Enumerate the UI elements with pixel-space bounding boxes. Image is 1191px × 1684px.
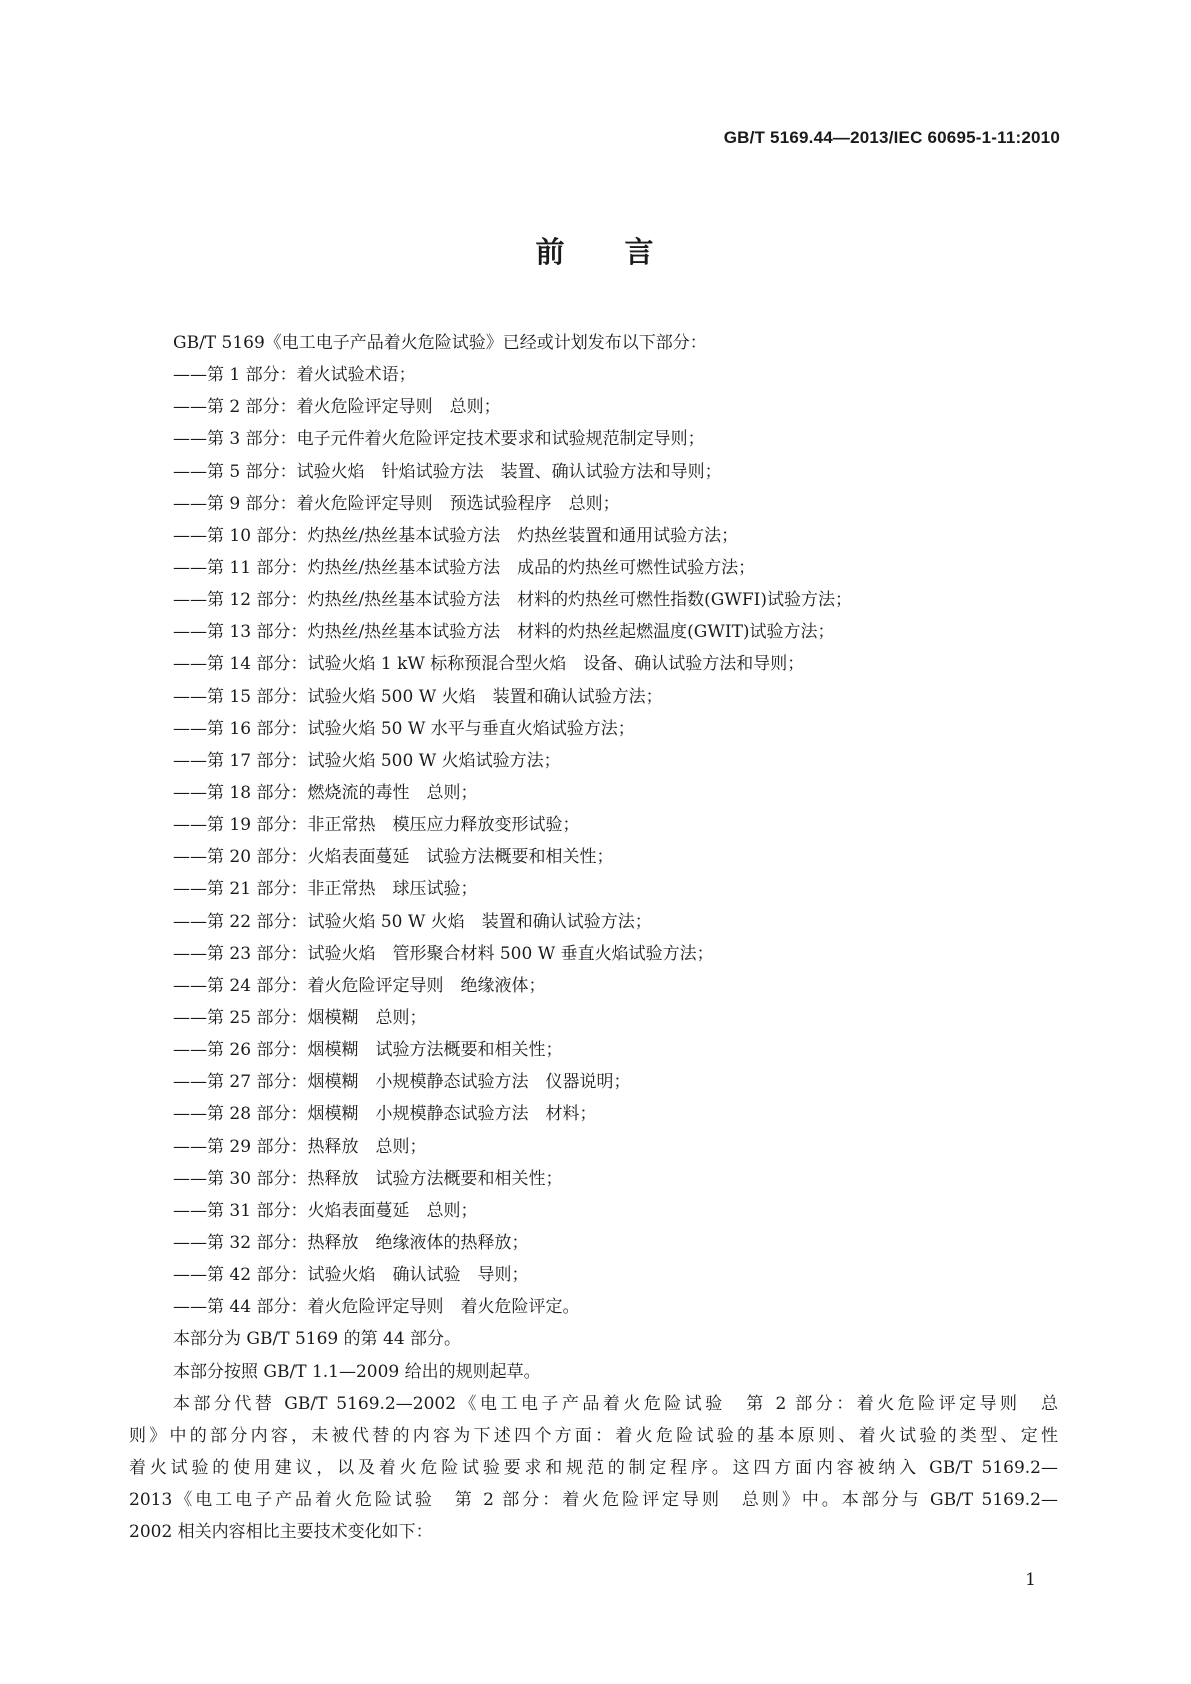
part-list-item: ——第 10 部分：灼热丝/热丝基本试验方法 灼热丝装置和通用试验方法； [173,525,739,546]
paragraph-line: 2013《电工电子产品着火危险试验 第 2 部分：着火危险评定导则 总则》中。本部分与 GB/T 5169.2— [129,1490,1058,1511]
page-number: 1 [1025,1570,1036,1590]
part-list-item: ——第 18 部分：燃烧流的毒性 总则； [173,782,478,803]
part-list-item: ——第 13 部分：灼热丝/热丝基本试验方法 材料的灼热丝起燃温度(GWIT)试验方法； [173,622,835,643]
part-list-item: ——第 42 部分：试验火焰 确认试验 导则； [173,1265,529,1286]
part-list-item: ——第 31 部分：火焰表面蔓延 总则； [173,1200,478,1221]
parts-list [173,359,1058,1323]
part-list-item: ——第 29 部分：热释放 总则； [173,1136,427,1157]
part-list-item: ——第 3 部分：电子元件着火危险评定技术要求和试验规范制定导则； [173,429,705,450]
standard-number-header: GB/T 5169.44—2013/IEC 60695-1-11:2010 [723,128,1060,147]
paragraph-line: 着火试验的使用建议，以及着火危险试验要求和规范的制定程序。这四方面内容被纳入 GB/T 5169.2— [129,1457,1058,1478]
intro-line: GB/T 5169《电工电子产品着火危险试验》已经或计划发布以下部分： [173,333,707,353]
part-list-item: ——第 15 部分：试验火焰 500 W 火焰 装置和确认试验方法； [173,686,663,707]
part-list-item: ——第 19 部分：非正常热 模压应力释放变形试验； [173,815,580,836]
document-body [129,327,1058,1548]
part-list-item: ——第 30 部分：热释放 试验方法概要和相关性； [173,1168,563,1189]
paragraph-line: 2002 相关内容相比主要技术变化如下： [129,1522,433,1543]
part-list-item: ——第 24 部分：着火危险评定导则 绝缘液体； [173,975,546,996]
part-list-item: ——第 16 部分：试验火焰 50 W 水平与垂直火焰试验方法； [173,718,635,739]
part-list-item: ——第 21 部分：非正常热 球压试验； [173,879,478,900]
part-list-item: ——第 32 部分：热释放 绝缘液体的热释放； [173,1232,529,1253]
part-list-item: ——第 44 部分：着火危险评定导则 着火危险评定。 [173,1297,580,1318]
paragraph-line: 则》中的部分内容，未被代替的内容为下述四个方面：着火危险试验的基本原则、着火试验的类型、定性 [129,1425,1058,1446]
part-list-item: ——第 1 部分：着火试验术语； [173,365,416,386]
part-list-item: ——第 28 部分：烟模糊 小规模静态试验方法 材料； [173,1104,597,1125]
part-list-item: ——第 22 部分：试验火焰 50 W 火焰 装置和确认试验方法； [173,911,652,932]
part-list-item: ——第 2 部分：着火危险评定导则 总则； [173,397,501,418]
part-list-item: ——第 12 部分：灼热丝/热丝基本试验方法 材料的灼热丝可燃性指数(GWFI)试验方法； [173,590,852,611]
statement-part-number: 本部分为 GB/T 5169 的第 44 部分。 [173,1329,462,1350]
part-list-item: ——第 11 部分：灼热丝/热丝基本试验方法 成品的灼热丝可燃性试验方法； [173,557,756,578]
part-list-item: ——第 27 部分：烟模糊 小规模静态试验方法 仪器说明； [173,1072,631,1093]
part-list-item: ——第 5 部分：试验火焰 针焰试验方法 装置、确认试验方法和导则； [173,461,722,482]
title-char-1: 前 [535,235,567,269]
part-list-item: ——第 20 部分：火焰表面蔓延 试验方法概要和相关性； [173,847,614,868]
part-list-item: ——第 14 部分：试验火焰 1 kW 标称预混合型火焰 设备、确认试验方法和导则； [173,654,805,675]
part-list-item: ——第 23 部分：试验火焰 管形聚合材料 500 W 垂直火焰试验方法； [173,943,714,964]
paragraph-line: 本部分代替 GB/T 5169.2—2002《电工电子产品着火危险试验 第 2 部分：着火危险评定导则 总 [173,1393,1058,1414]
part-list-item: ——第 25 部分：烟模糊 总则； [173,1007,427,1028]
replacement-paragraph [129,1388,1058,1549]
part-list-item: ——第 26 部分：烟模糊 试验方法概要和相关性； [173,1040,563,1061]
part-list-item: ——第 9 部分：着火危险评定导则 预选试验程序 总则； [173,493,620,514]
part-list-item: ——第 17 部分：试验火焰 500 W 火焰试验方法； [173,750,561,771]
title-char-2: 言 [624,235,656,269]
page-title [0,230,1191,271]
statement-drafting-rules: 本部分按照 GB/T 1.1—2009 给出的规则起草。 [173,1361,541,1382]
